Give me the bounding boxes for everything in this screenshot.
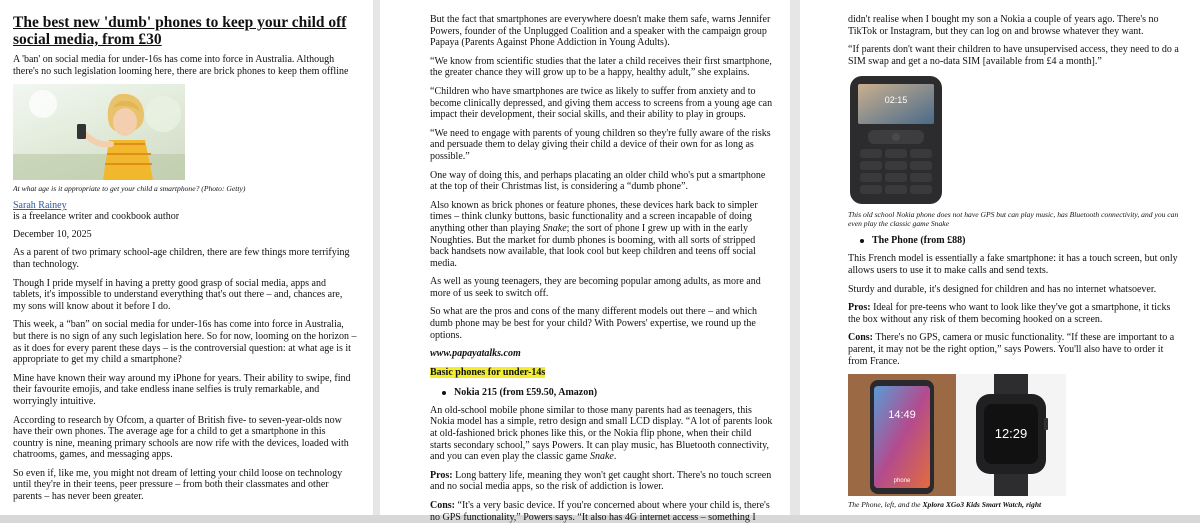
body-paragraph: Though I pride myself in having a pretty good grasp of social media, apps and tablets, it's impossible to understand everything that's out there – and, chances are, my sons will know about it before I do. [13, 277, 343, 312]
body-paragraph: “We know from scientific studies that the later a child receives their first smartphone, the greater chance they will grow up to be a happy, healthy adult,” she explains. [430, 55, 772, 79]
text-span: There's no GPS, camera or music functionality. “If these are important to a parent, it may not be the right option,” says Powers. You'll also have to order it from France. [848, 332, 1175, 367]
section-heading-wrap [430, 367, 774, 379]
pros-label: Pros: [430, 469, 453, 481]
cons-label: Cons: [848, 332, 874, 344]
nokia-caption [848, 210, 1180, 228]
snake-word: Snake [930, 219, 950, 229]
author-bio: is a freelance writer and cookbook author [13, 211, 180, 223]
caption-bold: Xplora XGo3 Kids Smart Watch, right [922, 500, 1042, 510]
product-cons [430, 500, 774, 523]
child-smartphone-photo [13, 84, 185, 180]
body-paragraph: But the fact that smartphones are everywhere doesn't make them safe, warns Jennifer Powers, founder of the Unplugged Coalition and a speaker with the campaign group Papaya (Parents Against Phone Addiction in Young Adults). [430, 14, 771, 49]
nokia-screen-time: 02:15 [884, 95, 908, 106]
bullet-icon [442, 391, 446, 395]
smart-watch-image [956, 374, 1066, 496]
image-caption: At what age is it appropriate to get your child a smartphone? (Photo: Getty) [13, 184, 246, 194]
article-title[interactable]: The best new 'dumb' phones to keep your child off social media, from £30 [13, 14, 347, 48]
body-paragraph: One way of doing this, and perhaps placating an older child who's put a smartphone at the top of their Christmas list, is considering a “dumb phone”. [430, 169, 766, 193]
product-images-caption [848, 500, 1180, 509]
bullet-icon [860, 239, 864, 243]
body-paragraph: didn't realise when I bought my son a Nokia a couple of years ago. There's no TikTok or Instagram, but they can log on and browse whatever they want. [848, 14, 1159, 37]
text-span: The Phone, left, and the [848, 500, 923, 510]
body-paragraph-snake [430, 200, 774, 270]
body-paragraph: So what are the pros and cons of the many different models out there – and which dumb phone may be best for your child? With Powers' expertise, we round up the options. [430, 306, 757, 341]
product-heading-the-phone [848, 235, 1180, 246]
standfirst: A 'ban' on social media for under-16s has come into force in Australia. Although there's no such legislation looming here, there are brick phones to keep them offline [13, 54, 349, 77]
body-paragraph: “Children who have smartphones are twice as likely to suffer from anxiety and to become clinically depressed, and giving them access to screens from a young age can impact their development, their social skills, and their ability to play in groups. [430, 85, 773, 121]
snake-word: Snake [542, 222, 567, 234]
product-heading-text: The Phone (from £88) [872, 235, 966, 247]
cons-label: Cons: [430, 500, 456, 511]
page-gutter-1 [373, 0, 380, 515]
publish-date: December 10, 2025 [13, 228, 92, 240]
author-link[interactable]: Sarah Rainey [13, 200, 67, 212]
body-paragraph: As well as young teenagers, they are becoming popular among adults, as more and more of us seek to switch off. [430, 276, 761, 299]
text-span: This old school Nokia phone does not have GPS but can play music, has Bluetooth connectivity, and you can even play the classic game [848, 210, 1179, 229]
text-span: . [613, 451, 617, 463]
body-paragraph: “We need to engage with parents of young children so they're fully aware of the risks and persuade them to delay giving their child a device of their own for as long as possible.” [430, 127, 771, 162]
text-span: ; the sort of phone I grew up with in the early Noughties. But the market for dumb phones is booming, with all sorts of stripped back handsets now available, that look cool but keep children and teens off social media. [430, 222, 756, 269]
product-description: Sturdy and durable, it's designed for children and has no internet whatsoever. [848, 283, 1157, 295]
page-column-2 [380, 0, 790, 523]
body-paragraph: Mine have known their way around my iPhone for years. Their ability to swipe, find their favourite emojis, and take endless inane selfies is truly remarkable, and worryingly intuitive. [13, 372, 351, 407]
body-paragraph: As a parent of two primary school-age children, there are few things more terrifying than technology. [13, 247, 350, 270]
section-heading: Basic phones for under-14s [430, 367, 546, 379]
product-description [430, 405, 774, 463]
body-paragraph: This week, a “ban” on social media for under-16s has come into force in Australia, but there is no sign of any such legislation here. So for now, looming on the horizon – as it does for every parent these days – is the controversial question: at what age is it appropriate to get my child a smartphone? [13, 319, 357, 366]
product-pros [848, 302, 1180, 325]
product-images-row [848, 374, 1066, 496]
website-link[interactable]: www.papayatalks.com [430, 348, 521, 360]
page-gutter-2 [790, 0, 800, 515]
product-pros [430, 470, 774, 493]
text-span: Ideal for pre-teens who want to look like they've got a smartphone, it ticks the box without any risk of them becoming hooked on a screen. [848, 302, 1171, 325]
body-paragraph: So even if, like me, you might not dream of letting your child loose on technology until they're in their teens, peer pressure – from both their classmates and other parents – has never been greater. [13, 467, 343, 503]
page-column-1 [0, 0, 373, 515]
snake-word: Snake [589, 451, 614, 463]
watch-time: 12:29 [994, 426, 1028, 442]
text-span: “It's a very basic device. If you're concerned about where your child is, there's no GPS functionality,” Powers says. “It also has 4G internet access – something I [430, 500, 770, 523]
product-heading-nokia [430, 387, 774, 398]
text-span: An old-school mobile phone similar to those many parents had as teenagers, this Nokia model has a simple, retro design and small LCD display. “A lot of parents look at old-fashioned brick phones like this, or the Nokia flip phone, when their child starts secondary school,” says Powers. It can play music, has Bluetooth connectivity, and you can even play the classic game [430, 404, 773, 463]
body-paragraph: According to research by Ofcom, a quarter of British five- to seven-year-olds now have their own phones. The average age for a child to get a smartphone in this country is nine, meaning primary schools are now rife with the devices, loaded with chatrooms, games, and messaging apps. [13, 414, 349, 461]
product-cons [848, 332, 1180, 367]
product-heading-text: Nokia 215 (from £59.50, Amazon) [454, 386, 598, 398]
phone-brand-text: phone [893, 478, 911, 485]
phone-screen-time: 14:49 [888, 409, 916, 422]
body-paragraph: “If parents don't want their children to have unsupervised access, they need to do a SIM swap and get a no-data SIM [available from £4 a month].” [848, 44, 1179, 67]
product-description: This French model is essentially a fake smartphone: it has a touch screen, but only allows users to use it to make calls and send texts. [848, 253, 1178, 276]
pros-label: Pros: [848, 302, 871, 314]
nokia-phone-image [848, 74, 944, 206]
text-span: Long battery life, meaning they won't get caught short. There's no touch screen and no social media apps, so the risk of addiction is lower. [430, 469, 772, 493]
text-span: Also known as brick phones or feature phones, these devices hark back to simpler times – think clunky buttons, basic functionality and a screen incapable of doing anything other than playing [430, 199, 758, 234]
page-column-3 [800, 0, 1200, 515]
the-phone-image [848, 374, 956, 496]
